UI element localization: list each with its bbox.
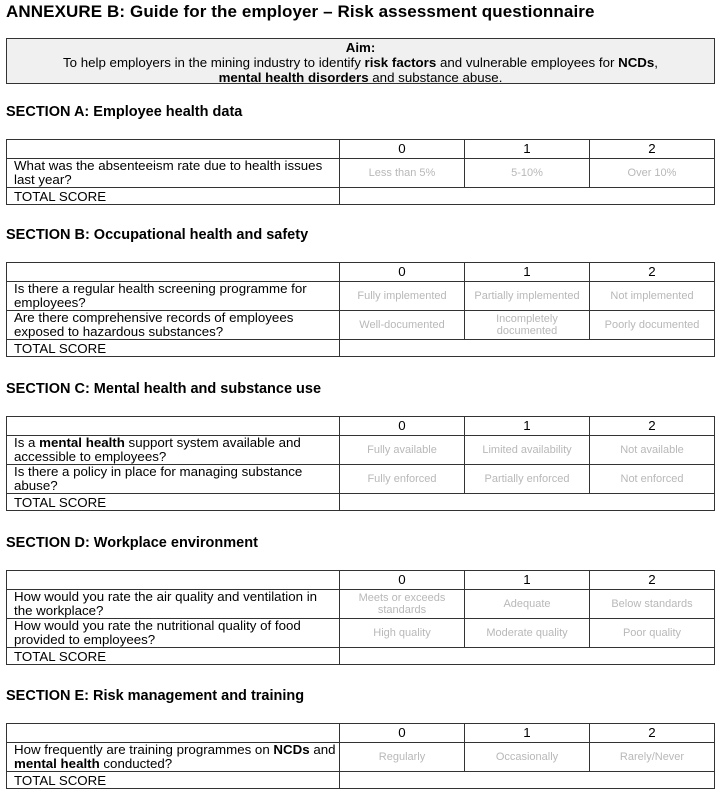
question-text: How would you rate the air quality and ventilation in the workplace? (7, 590, 340, 619)
option-score-0[interactable]: High quality (340, 619, 465, 648)
question-bold-mental-health: mental health (39, 435, 125, 450)
option-score-1[interactable]: 5-10% (465, 159, 590, 188)
section-c-table (6, 416, 715, 511)
header-blank (7, 263, 340, 282)
score-header-0: 0 (340, 417, 465, 436)
total-score-field[interactable] (340, 494, 715, 511)
option-score-0[interactable]: Fully available (340, 436, 465, 465)
question-bold-mental-health: mental health (14, 756, 100, 771)
score-header-1: 1 (465, 263, 590, 282)
question-row (7, 590, 715, 619)
section-e-title: SECTION E: Risk management and training (6, 688, 305, 704)
option-score-2[interactable]: Over 10% (590, 159, 715, 188)
aim-bold-mental-health: mental health disorders (218, 70, 369, 85)
score-header-0: 0 (340, 140, 465, 159)
aim-bold-ncds: NCDs (618, 55, 655, 70)
header-row (7, 724, 715, 743)
option-score-2[interactable]: Below standards (590, 590, 715, 619)
total-score-field[interactable] (340, 648, 715, 665)
section-c-title: SECTION C: Mental health and substance use (6, 381, 322, 397)
total-row (7, 772, 715, 789)
question-text-part: support system available and accessible to employees? (14, 435, 301, 464)
question-text (7, 436, 340, 465)
score-header-2: 2 (590, 140, 715, 159)
question-text-part: Is a (14, 435, 40, 450)
option-score-2[interactable]: Poorly documented (590, 311, 715, 340)
question-row (7, 436, 715, 465)
aim-text-part: To help employers in the mining industry to identify (62, 55, 365, 70)
question-text: How would you rate the nutritional quality of food provided to employees? (7, 619, 340, 648)
option-score-0[interactable]: Fully implemented (340, 282, 465, 311)
aim-text-part: and vulnerable employees for (436, 55, 619, 70)
title-rest: : Guide for the employer – Risk assessment questionnaire (119, 2, 595, 21)
option-score-2[interactable]: Poor quality (590, 619, 715, 648)
score-header-0: 0 (340, 263, 465, 282)
question-bold-ncds: NCDs (273, 742, 310, 757)
score-header-2: 2 (590, 724, 715, 743)
section-b-table (6, 262, 715, 357)
option-score-0[interactable]: Fully enforced (340, 465, 465, 494)
score-header-1: 1 (465, 724, 590, 743)
section-d-title: SECTION D: Workplace environment (6, 535, 258, 551)
option-score-1[interactable]: Occasionally (465, 743, 590, 772)
total-score-label: TOTAL SCORE (7, 772, 340, 789)
question-text-part: How frequently are training programmes on (14, 742, 274, 757)
question-text: What was the absenteeism rate due to health issues last year? (7, 159, 340, 188)
option-score-1[interactable]: Partially implemented (465, 282, 590, 311)
aim-heading: Aim: (345, 40, 376, 55)
question-text: Are there comprehensive records of employees exposed to hazardous substances? (7, 311, 340, 340)
score-header-2: 2 (590, 571, 715, 590)
header-row (7, 571, 715, 590)
option-score-2[interactable]: Not available (590, 436, 715, 465)
header-blank (7, 724, 340, 743)
score-header-1: 1 (465, 140, 590, 159)
total-row (7, 340, 715, 357)
section-d-table (6, 570, 715, 665)
question-row (7, 159, 715, 188)
option-score-1[interactable]: Moderate quality (465, 619, 590, 648)
total-score-label: TOTAL SCORE (7, 340, 340, 357)
question-text-part: and (309, 742, 336, 757)
header-row (7, 417, 715, 436)
aim-bold-risk-factors: risk factors (364, 55, 437, 70)
aim-text (7, 55, 714, 85)
option-score-1[interactable]: Limited availability (465, 436, 590, 465)
score-header-0: 0 (340, 724, 465, 743)
question-row (7, 619, 715, 648)
total-score-field[interactable] (340, 340, 715, 357)
option-score-1[interactable]: Partially enforced (465, 465, 590, 494)
score-header-2: 2 (590, 417, 715, 436)
aim-text-part: and substance abuse. (368, 70, 503, 85)
total-score-label: TOTAL SCORE (7, 648, 340, 665)
document-title (6, 2, 595, 22)
section-a-table (6, 139, 715, 205)
total-row (7, 188, 715, 205)
option-score-1[interactable]: Incompletely documented (465, 311, 590, 340)
header-blank (7, 571, 340, 590)
header-row (7, 140, 715, 159)
option-score-2[interactable]: Rarely/Never (590, 743, 715, 772)
option-score-2[interactable]: Not enforced (590, 465, 715, 494)
option-score-0[interactable]: Less than 5% (340, 159, 465, 188)
option-score-2[interactable]: Not implemented (590, 282, 715, 311)
score-header-2: 2 (590, 263, 715, 282)
header-blank (7, 417, 340, 436)
question-text (7, 743, 340, 772)
header-blank (7, 140, 340, 159)
aim-box (6, 38, 715, 84)
score-header-1: 1 (465, 571, 590, 590)
total-row (7, 494, 715, 511)
section-a-title: SECTION A: Employee health data (6, 104, 243, 120)
option-score-0[interactable]: Meets or exceeds standards (340, 590, 465, 619)
score-header-1: 1 (465, 417, 590, 436)
question-row (7, 743, 715, 772)
question-row (7, 465, 715, 494)
section-b-title: SECTION B: Occupational health and safety (6, 227, 309, 243)
question-text: Is there a policy in place for managing substance abuse? (7, 465, 340, 494)
section-e-table (6, 723, 715, 789)
total-score-field[interactable] (340, 772, 715, 789)
question-text-part: conducted? (99, 756, 173, 771)
total-score-label: TOTAL SCORE (7, 494, 340, 511)
total-score-field[interactable] (340, 188, 715, 205)
aim-text-part: , (654, 55, 658, 70)
option-score-0[interactable]: Regularly (340, 743, 465, 772)
option-score-0[interactable]: Well-documented (340, 311, 465, 340)
question-row (7, 282, 715, 311)
question-text: Is there a regular health screening programme for employees? (7, 282, 340, 311)
total-row (7, 648, 715, 665)
score-header-0: 0 (340, 571, 465, 590)
total-score-label: TOTAL SCORE (7, 188, 340, 205)
title-prefix: ANNEXURE B (6, 2, 120, 21)
option-score-1[interactable]: Adequate (465, 590, 590, 619)
question-row (7, 311, 715, 340)
header-row (7, 263, 715, 282)
